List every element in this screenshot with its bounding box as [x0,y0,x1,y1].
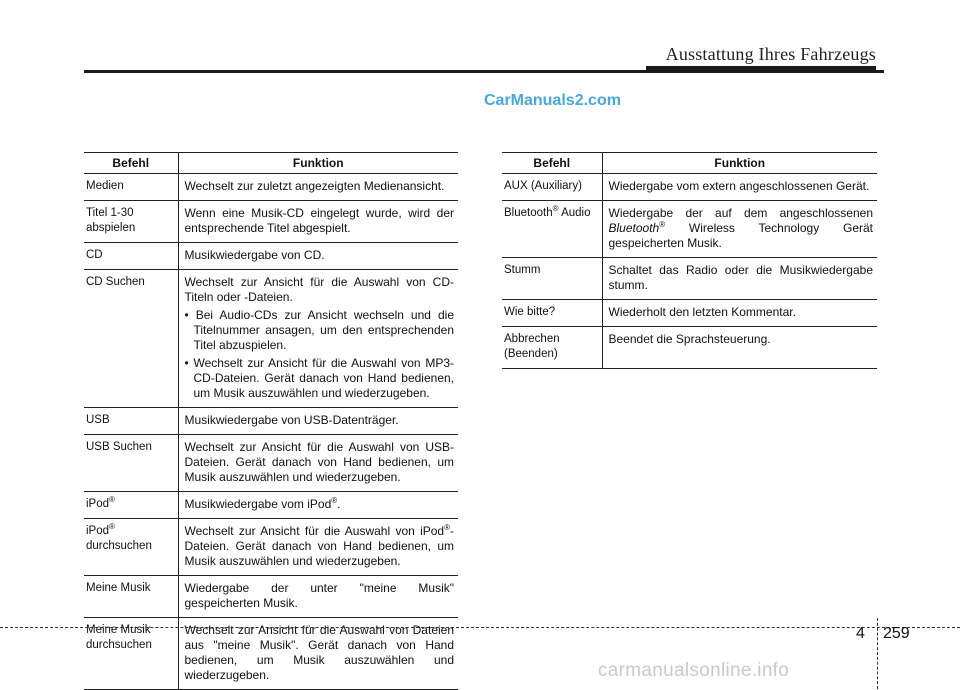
registered-mark: ® [109,495,115,505]
function-cell: Wiedergabe der unter "meine Musik" gespeicherten Musik. [178,576,458,618]
registered-mark: ® [444,523,450,532]
function-cell: Schaltet das Radio oder die Musikwiedergabe stumm. [602,258,877,300]
table-row [502,300,877,327]
function-text: Wiedergabe der auf dem angeschlossenen [608,206,873,220]
function-cell: Beendet die Sprachsteuerung. [602,327,877,369]
function-text: Wechselt zur Ansicht für die Auswahl von iPod [184,524,445,538]
header-function: Funktion [178,153,458,174]
table-row [84,243,458,270]
function-cell: Wiedergabe vom extern angeschlossenen Gerät. [602,174,877,201]
command-cell: Abbrechen (Beenden) [502,327,602,369]
function-cell: Musikwiedergabe von USB-Datenträger. [178,408,458,435]
bullet-item: • Bei Audio-CDs zur Ansicht wechseln und die Titelnummer ansagen, um den entsprechenden Titel abzuspielen. [184,308,454,352]
section-title: Ausstattung Ihres Fahrzeugs [665,44,876,64]
table-row [84,492,458,519]
table-header-row [502,153,877,174]
table-row [502,174,877,201]
header-function: Funktion [602,153,877,174]
command-cell: USB [84,408,178,435]
command-cell: Titel 1-30 abspielen [84,201,178,243]
registered-mark: ® [331,496,338,505]
command-cell: Medien [84,174,178,201]
table-row [84,576,458,618]
table-row [84,201,458,243]
header-command: Befehl [84,153,178,174]
command-cell: USB Suchen [84,435,178,492]
function-text-tail: . [337,497,341,511]
command-text: Bluetooth [504,207,553,219]
function-text: Musikwiedergabe vom iPod [184,497,332,511]
function-cell [178,270,458,408]
footer-rule [0,627,960,628]
header-rule-accent [646,66,876,73]
function-cell: Musikwiedergabe von CD. [178,243,458,270]
footer-divider [877,618,878,689]
function-cell: Wechselt zur Ansicht für die Auswahl von Dateien aus "meine Musik". Gerät danach von Hand bedienen, um Musik auszuwählen und wiederzugeben. [178,618,458,690]
command-cell: AUX (Auxiliary) [502,174,602,201]
bullet-item: • Wechselt zur Ansicht für die Auswahl von MP3-CD-Dateien. Gerät danach von Hand bedienen, um Musik auszuwählen und wiederzugeben. [184,356,454,400]
chapter-number: 4 [856,625,865,642]
command-cell: Meine Musik [84,576,178,618]
table-row [84,270,458,408]
command-text: iPod [86,525,110,537]
command-cell [84,492,178,519]
function-cell: Wiederholt den letzten Kommentar. [602,300,877,327]
function-cell: Wenn eine Musik-CD eingelegt wurde, wird der entsprechende Titel abgespielt. [178,201,458,243]
table-header-row [84,153,458,174]
function-cell: Wechselt zur Ansicht für die Auswahl von USB-Dateien. Gerät danach von Hand bedienen, um Musik auszuwählen und wiederzugeben. [178,435,458,492]
function-cell: Wechselt zur zuletzt angezeigten Medienansicht. [178,174,458,201]
table-row [84,435,458,492]
command-text-tail: Audio [558,207,591,219]
page-number: 259 [883,625,910,642]
header-command: Befehl [502,153,602,174]
command-cell [84,519,178,576]
function-cell [602,201,877,258]
right-command-table [502,152,877,369]
table-row [502,327,877,369]
table-row [502,258,877,300]
registered-mark: ® [552,204,559,214]
table-row [84,408,458,435]
command-text-tail: durchsuchen [86,540,152,552]
function-text-tail: Wireless Technology Gerät gespeicherten Musik. [608,221,873,250]
command-cell: Meine Musik durchsuchen [84,618,178,690]
function-cell [178,519,458,576]
command-cell: CD [84,243,178,270]
function-text: Wechselt zur Ansicht für die Auswahl von CD-Titeln oder -Dateien. [184,275,454,304]
command-cell: CD Suchen [84,270,178,408]
function-text-italic: Bluetooth [608,221,660,235]
registered-mark: ® [109,522,115,532]
function-text-tail: -Dateien. Gerät danach von Hand bedienen, um Musik auszuwählen und wiederzugeben. [184,524,454,568]
table-row [84,519,458,576]
table-row [502,201,877,258]
watermark-top: CarManuals2.com [484,92,621,109]
command-cell: Stumm [502,258,602,300]
left-command-table [84,152,458,690]
table-row [84,618,458,690]
registered-mark: ® [659,220,666,229]
function-cell [178,492,458,519]
command-cell [502,201,602,258]
watermark-bottom: carmanualsonline.info [598,660,790,681]
command-cell: Wie bitte? [502,300,602,327]
command-text: iPod [86,498,110,510]
table-row [84,174,458,201]
